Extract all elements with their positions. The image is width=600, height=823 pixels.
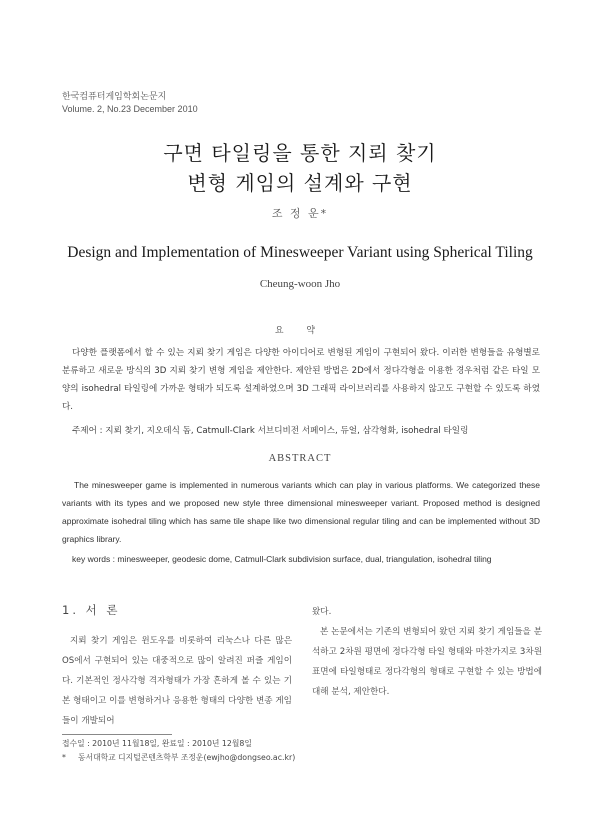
section-heading-introduction: 1. 서 론 xyxy=(62,603,121,617)
footnote-affiliation xyxy=(62,752,295,763)
author-english: Cheung-woon Jho xyxy=(259,278,341,290)
introduction-right-column: 본 논문에서는 기존의 변형되어 왔던 지뢰 찾기 게임들을 분석하고 2차원 평면에 정다각형 타일 형태와 마찬가지로 3차원 표면에 타일형태로 정다각형의 형태로 구현할 수 있는 방법에 대해 분석, 제안한다. xyxy=(312,627,542,697)
title-line-2: 변형 게임의 설계와 구현 xyxy=(187,171,413,195)
paper-title-korean xyxy=(0,138,600,198)
introduction-right-column-continuation: 왔다. xyxy=(312,607,332,617)
footnote-divider xyxy=(62,734,172,735)
paper-title-english: Design and Implementation of Minesweeper Variant using Spherical Tiling xyxy=(67,244,533,261)
abstract-english-body: The minesweeper game is implemented in numerous variants which can play in various platforms. We categorized these variants with its types and we proposed new style three dimensional minesweeper variant. Proposed method is designed approximate isohedral tiling which has same tile shape like two dimensional regular tiling and can be implemented without 3D graphics library. xyxy=(62,480,540,544)
title-line-1: 구면 타일링을 통한 지뢰 찾기 xyxy=(163,141,437,165)
footnote-received-date: 접수일 : 2010년 11월18일, 완료일 : 2010년 12월8일 xyxy=(62,739,252,748)
introduction-left-column: 지뢰 찾기 게임은 윈도우를 비롯하여 리눅스나 다른 많은 OS에서 구현되어 있는 대중적으로 많이 알려진 퍼즐 게임이다. 기본적인 정사각형 격자형태가 가장 흔하게 볼 수 있는 기본 형태이고 이를 변형하거나 응용한 형태의 다양한 변종 게임들이 개발되어 xyxy=(62,636,292,726)
abstract-english-heading: ABSTRACT xyxy=(268,453,332,464)
abstract-korean-body: 다양한 플랫폼에서 할 수 있는 지뢰 찾기 게임은 다양한 아이디어로 변형된 게임이 구현되어 왔다. 이러한 변형들을 유형별로 분류하고 새로운 방식의 3D 지뢰 찾기 변형 게임을 제안한다. 제안된 방법은 2D에서 정다각형을 이용한 경우처럼 같은 타일 모양의 isohedral 타일링에 가까운 형태가 되도록 설계하였으며 3D 그래픽 라이브러리를 사용하지 않고도 구현할 수 있도록 하였다. xyxy=(62,348,540,412)
journal-name: 한국컴퓨터게임학회논문지 xyxy=(62,91,167,101)
journal-header xyxy=(62,90,198,116)
journal-volume: Volume. 2, No.23 December 2010 xyxy=(62,104,198,114)
abstract-korean-heading: 요 약 xyxy=(274,326,326,336)
keywords-english: key words : minesweeper, geodesic dome, Catmull-Clark subdivision surface, dual, triangulation, isohedral tiling xyxy=(72,554,492,564)
footnote-affiliation-text: 동서대학교 디지털콘텐츠학부 조정운(ewjho@dongseo.ac.kr) xyxy=(78,753,296,762)
keywords-korean: 주제어 : 지뢰 찾기, 지오데식 돔, Catmull-Clark 서브디비전 서페이스, 듀얼, 삼각형화, isohedral 타일링 xyxy=(72,426,469,436)
author-korean: 조 정 운* xyxy=(271,207,329,220)
footnote-mark: * xyxy=(62,753,66,762)
